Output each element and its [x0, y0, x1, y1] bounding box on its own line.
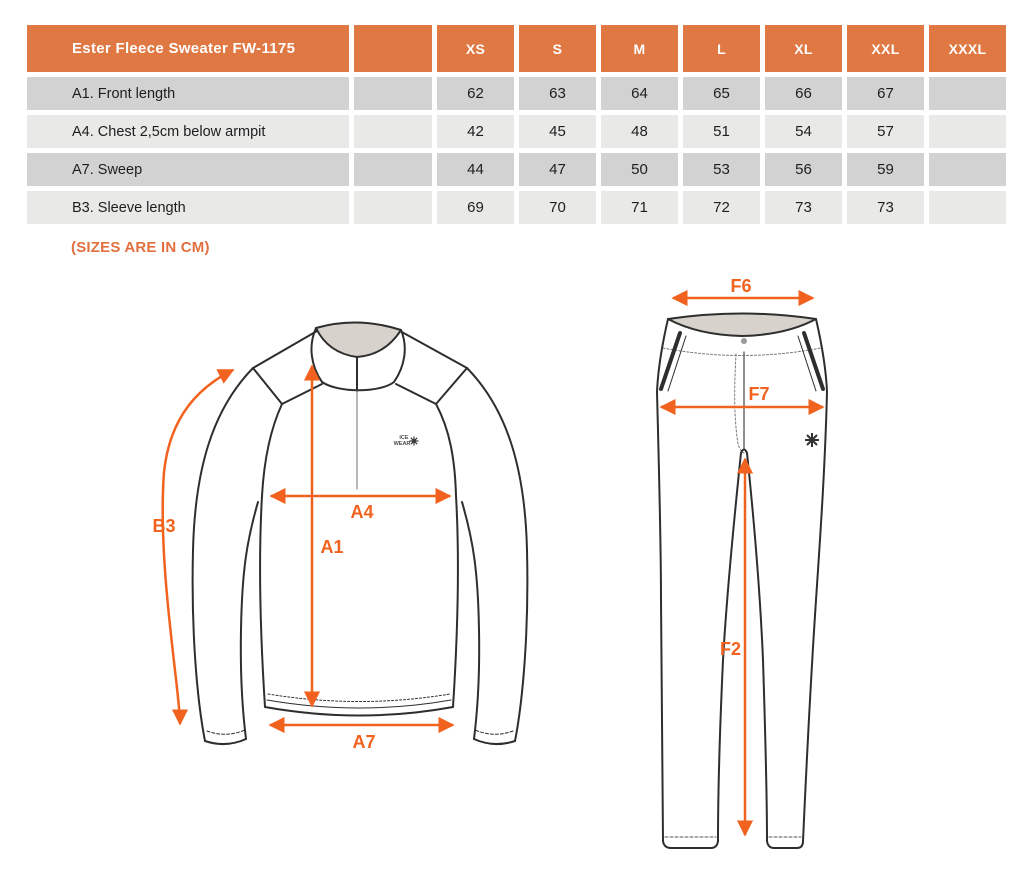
sweater-body: [260, 496, 458, 716]
size-value-cell: 51: [683, 115, 760, 148]
measurement-label-a7: A7: [352, 732, 376, 752]
measurement-label-b3: B3: [152, 516, 176, 536]
size-value-cell: 44: [437, 153, 514, 186]
snowflake-icon: [805, 433, 819, 447]
pants-measurement-arrows: [661, 298, 823, 835]
table-row: [27, 191, 1006, 224]
size-header-m: M: [601, 25, 678, 72]
size-value-cell: 48: [601, 115, 678, 148]
size-value-cell: 45: [519, 115, 596, 148]
snowflake-icon: [410, 437, 419, 446]
size-value-cell: 59: [847, 153, 924, 186]
measurement-label-a1: A1: [320, 537, 344, 557]
size-value-cell: 65: [683, 77, 760, 110]
right-leg-outer: [803, 392, 827, 841]
measurement-arrow-b3: [163, 370, 233, 724]
table-row: [27, 115, 1006, 148]
size-value-cell: 53: [683, 153, 760, 186]
right-leg-inner: [747, 453, 767, 841]
table-row: [27, 153, 1006, 186]
size-chart-table: [22, 20, 1011, 229]
sweater-right-sleeve: [467, 368, 527, 741]
measurement-label-a4: A4: [350, 502, 374, 522]
left-leg-outer: [657, 392, 663, 841]
sweater-collar-inner: [316, 322, 401, 357]
measurement-label-f7: F7: [748, 384, 770, 404]
size-header-xxl: XXL: [847, 25, 924, 72]
size-value-cell: 72: [683, 191, 760, 224]
size-header-xl: XL: [765, 25, 842, 72]
logo-text-line1: ICE: [399, 435, 409, 441]
row-spacer-cell: [354, 153, 432, 186]
row-label: B3. Sleeve length: [27, 191, 349, 224]
size-value-cell: 57: [847, 115, 924, 148]
pants-diagram: [620, 275, 890, 870]
sweater-diagram: [130, 280, 560, 780]
size-value-cell: 62: [437, 77, 514, 110]
row-label: A7. Sweep: [27, 153, 349, 186]
size-header-xxxl: XXXL: [929, 25, 1006, 72]
size-value-cell: [929, 115, 1006, 148]
size-value-cell: 64: [601, 77, 678, 110]
table-row: [27, 77, 1006, 110]
measurement-label-f6: F6: [730, 276, 752, 296]
row-spacer-cell: [354, 115, 432, 148]
pants-line-art: [657, 314, 827, 849]
row-spacer-cell: [354, 77, 432, 110]
size-value-cell: 73: [765, 191, 842, 224]
row-label: A4. Chest 2,5cm below armpit: [27, 115, 349, 148]
size-header-xs: XS: [437, 25, 514, 72]
sweater-left-sleeve: [193, 368, 253, 741]
logo-text-line2: WEAR: [393, 441, 411, 447]
size-value-cell: 47: [519, 153, 596, 186]
pants-waist-inner: [668, 314, 816, 337]
size-value-cell: [929, 77, 1006, 110]
size-header-l: L: [683, 25, 760, 72]
sweater-measurement-arrows: [163, 366, 453, 725]
table-title: Ester Fleece Sweater FW-1175: [27, 25, 349, 72]
sizes-note: (SIZES ARE IN CM): [71, 239, 210, 256]
size-value-cell: 69: [437, 191, 514, 224]
size-value-cell: 66: [765, 77, 842, 110]
size-value-cell: 56: [765, 153, 842, 186]
size-value-cell: [929, 191, 1006, 224]
size-value-cell: 50: [601, 153, 678, 186]
icewear-logo: [394, 435, 419, 447]
row-spacer-cell: [354, 191, 432, 224]
measurement-label-f2: F2: [719, 639, 741, 659]
size-value-cell: 63: [519, 77, 596, 110]
size-value-cell: 54: [765, 115, 842, 148]
table-header-row: [27, 25, 1006, 72]
size-value-cell: 67: [847, 77, 924, 110]
size-value-cell: 70: [519, 191, 596, 224]
size-header-s: S: [519, 25, 596, 72]
row-label: A1. Front length: [27, 77, 349, 110]
waist-button: [741, 338, 747, 344]
size-value-cell: 42: [437, 115, 514, 148]
size-value-cell: 71: [601, 191, 678, 224]
size-value-cell: 73: [847, 191, 924, 224]
sweater-line-art: [193, 322, 528, 744]
header-spacer-cell: [354, 25, 432, 72]
size-value-cell: [929, 153, 1006, 186]
